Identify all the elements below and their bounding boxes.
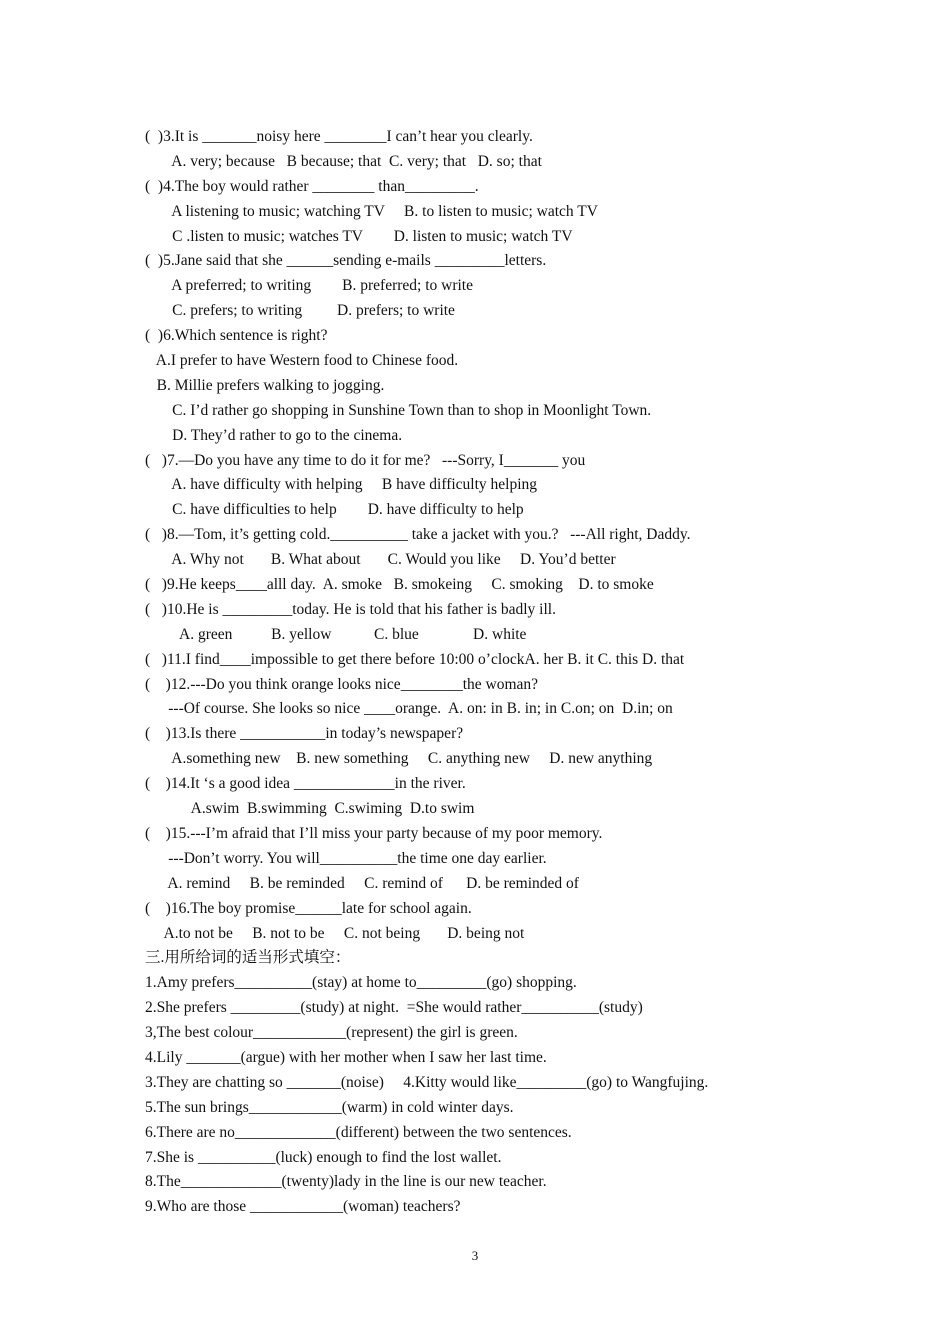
question-8: ( )8.—Tom, it’s getting cold.__________ take a jacket with you.? ---All right, Daddy. (145, 526, 691, 544)
fill-in-4: 4.Lily _______(argue) with her mother when I saw her last time. (145, 1048, 547, 1066)
question-5-options-ab: A preferred; to writing B. preferred; to write (145, 277, 473, 295)
fill-in-6: 6.There are no_____________(different) between the two sentences. (145, 1123, 572, 1141)
question-7-options-cd: C. have difficulties to help D. have difficulty to help (145, 501, 524, 519)
question-16-options: A.to not be B. not to be C. not being D. being not (145, 924, 525, 942)
question-7-options-ab: A. have difficulty with helping B have difficulty helping (145, 476, 538, 494)
question-15: ( )15.---I’m afraid that I’ll miss your party because of my poor memory. (145, 824, 603, 842)
fill-in-3-4: 3.They are chatting so _______(noise) 4.Kitty would like_________(go) to Wangfujing. (145, 1073, 709, 1091)
question-3-options: A. very; because B because; that C. very; that D. so; that (145, 152, 542, 170)
question-6-option-c: C. I’d rather go shopping in Sunshine Town than to shop in Moonlight Town. (145, 401, 652, 419)
question-4-options-cd: C .listen to music; watches TV D. listen to music; watch TV (145, 227, 573, 245)
section-3-heading: 三.用所给词的适当形式填空： (145, 949, 351, 967)
question-15-options: A. remind B. be reminded C. remind of D. be reminded of (145, 874, 579, 892)
question-6-option-a: A.I prefer to have Western food to Chinese food. (145, 352, 459, 370)
question-8-options: A. Why not B. What about C. Would you like D. You’d better (145, 551, 616, 569)
question-13-options: A.something new B. new something C. anything new D. new anything (145, 750, 653, 768)
fill-in-8: 8.The_____________(twenty)lady in the line is our new teacher. (145, 1173, 547, 1191)
fill-in-2: 2.She prefers _________(study) at night. =She would rather__________(study) (145, 999, 643, 1017)
fill-in-1: 1.Amy prefers__________(stay) at home to_________(go) shopping. (145, 974, 577, 992)
question-9: ( )9.He keeps____alll day. A. smoke B. smokeing C. smoking D. to smoke (145, 576, 654, 594)
question-14: ( )14.It ‘s a good idea _____________in the river. (145, 775, 466, 793)
fill-in-3: 3,The best colour____________(represent) the girl is green. (145, 1024, 518, 1042)
question-6-option-b: B. Millie prefers walking to jogging. (145, 376, 385, 394)
question-16: ( )16.The boy promise______late for school again. (145, 899, 472, 917)
question-6-option-d: D. They’d rather to go to the cinema. (145, 426, 403, 444)
exercise-text (145, 125, 865, 1220)
question-13: ( )13.Is there ___________in today’s newspaper? (145, 725, 464, 743)
fill-in-9: 9.Who are those ____________(woman) teachers? (145, 1198, 461, 1216)
question-3: ( )3.It is _______noisy here ________I can’t hear you clearly. (145, 128, 533, 145)
question-4-options-ab: A listening to music; watching TV B. to listen to music; watch TV (145, 202, 598, 220)
fill-in-7: 7.She is __________(luck) enough to find the lost wallet. (145, 1148, 502, 1166)
question-14-options: A.swim B.swimming C.swiming D.to swim (145, 800, 475, 818)
question-4: ( )4.The boy would rather ________ than_________. (145, 177, 479, 195)
page-number: 3 (471, 1248, 479, 1263)
question-5: ( )5.Jane said that she ______sending e-mails _________letters. (145, 252, 547, 270)
question-7: ( )7.—Do you have any time to do it for me? ---Sorry, I_______ you (145, 451, 586, 469)
question-10: ( )10.He is _________today. He is told that his father is badly ill. (145, 600, 556, 618)
question-10-options: A. green B. yellow C. blue D. white (145, 625, 527, 643)
question-12: ( )12.---Do you think orange looks nice________the woman? (145, 675, 539, 693)
question-5-options-cd: C. prefers; to writing D. prefers; to write (145, 302, 455, 320)
question-11: ( )11.I find____impossible to get there before 10:00 o’clockA. her B. it C. this D. that (145, 650, 685, 668)
question-15-reply: ---Don’t worry. You will__________the time one day earlier. (145, 849, 547, 867)
fill-in-5: 5.The sun brings____________(warm) in cold winter days. (145, 1098, 514, 1116)
question-6: ( )6.Which sentence is right? (145, 327, 328, 345)
question-12-reply: ---Of course. She looks so nice ____orange. A. on: in B. in; in C.on; on D.in; on (145, 700, 673, 718)
